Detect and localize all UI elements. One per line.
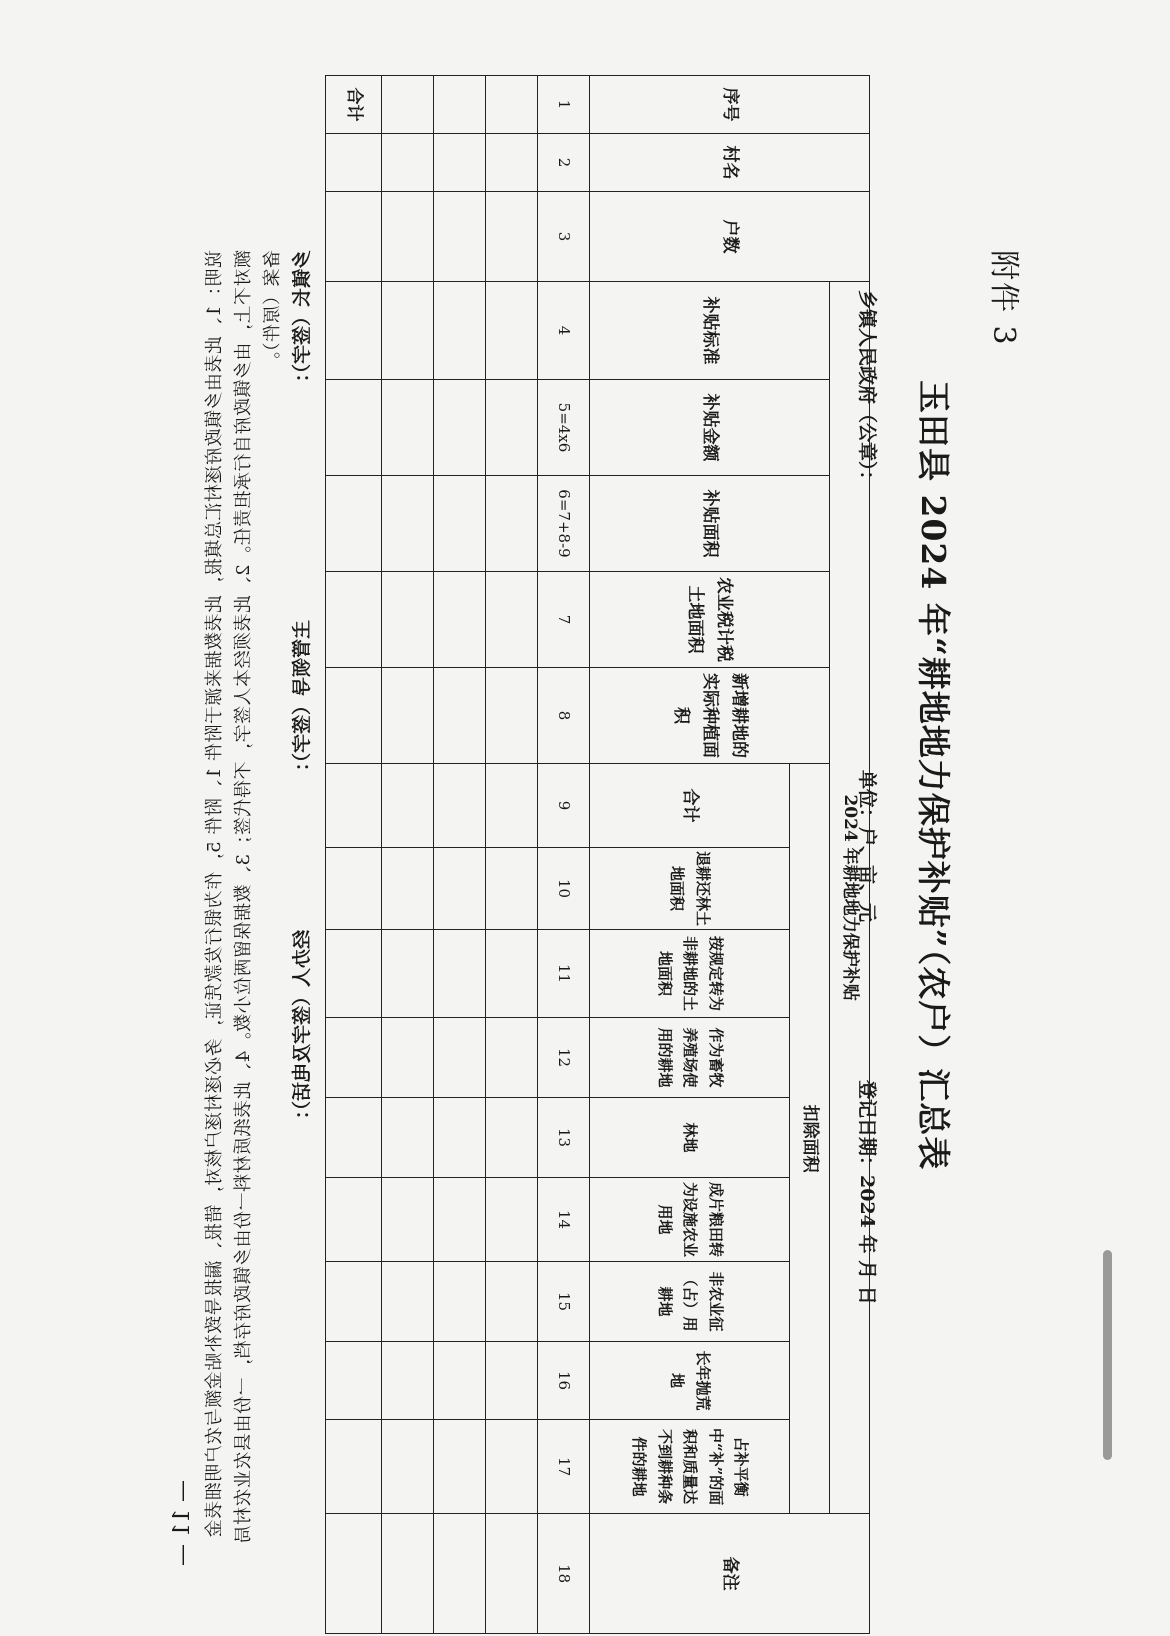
page-title: 玉田县 2024 年“耕地地力保护补贴”（农户）汇总表	[914, 380, 953, 1171]
header-tax-area: 农业税计税土地面积	[590, 572, 830, 668]
index-cell: 8	[538, 668, 590, 764]
header-households: 户数	[590, 192, 870, 282]
header-c15: 非农业征（占）用耕地	[590, 1262, 790, 1342]
total-label: 合计	[326, 76, 382, 134]
handler-signature: 经办人（签字及电话）：	[291, 930, 313, 1130]
header-amount: 补贴金额	[590, 380, 830, 476]
header-deduct-group: 扣除面积	[790, 764, 830, 1514]
header-total: 合计	[590, 764, 790, 848]
header-c12: 作为畜牧养殖场使用的耕地	[590, 1018, 790, 1098]
index-cell: 16	[538, 1342, 590, 1420]
index-cell: 12	[538, 1018, 590, 1098]
page-number: — 11 —	[170, 1480, 195, 1566]
header-c10: 退耕还林土地面积	[590, 848, 790, 930]
index-cell: 4	[538, 282, 590, 380]
mayor-signature: 乡镇长（签字）：	[291, 250, 313, 393]
header-c11: 按规定转为非耕地的土地面积	[590, 930, 790, 1018]
header-std: 补贴标准	[590, 282, 830, 380]
index-cell: 11	[538, 930, 590, 1018]
header-group-main: 2024 年耕地地力保护补贴	[830, 282, 870, 1514]
index-cell: 5=4x6	[538, 380, 590, 476]
index-cell: 3	[538, 192, 590, 282]
index-cell: 1	[538, 76, 590, 134]
index-cell: 2	[538, 134, 590, 192]
header-remark: 备注	[590, 1514, 870, 1634]
index-cell: 6=7+8-9	[538, 476, 590, 572]
index-cell: 10	[538, 848, 590, 930]
leader-signature: 主管领导（签字）：	[291, 620, 313, 782]
header-c13: 林地	[590, 1098, 790, 1178]
township-gov-label: 乡镇人民政府（公章）：	[856, 290, 878, 490]
annex-label: 附件 3	[986, 250, 1021, 347]
index-cell: 13	[538, 1098, 590, 1178]
header-village: 村名	[590, 134, 870, 192]
index-cell: 7	[538, 572, 590, 668]
index-cell: 15	[538, 1262, 590, 1342]
header-new-area: 新增耕地的实际种植面积	[590, 668, 830, 764]
index-cell: 17	[538, 1420, 590, 1514]
header-c14: 成片粮田转为设施农业用地	[590, 1178, 790, 1262]
header-c17: 占补平衡中“补”的面积和质量达不到耕种条件的耕地	[590, 1420, 790, 1514]
header-area: 补贴面积	[590, 476, 830, 572]
unit-label: 单位：户、亩、元	[856, 770, 878, 923]
register-date: 登记日期：2024 年 月 日	[856, 1080, 878, 1305]
notes-text: 说明：1、此表由乡镇政府逐村汇总填报，此表数据来源于附件 1、附件 5，作为银行发款凭证，务必逐村逐户核对，错报、漏报导致补贴金额与农户明细表金额对不上，由乡镇政府自行承担责任。2、此表须经本人签字，不得代签；3、数据保留两位小数。4、此表纸质材料一份由乡镇政府存档，一份由县农业农村局备案（原件）。	[204, 250, 283, 1544]
index-cell: 18	[538, 1514, 590, 1634]
scrollbar-thumb[interactable]	[1103, 1250, 1112, 1460]
index-cell: 9	[538, 764, 590, 848]
index-cell: 14	[538, 1178, 590, 1262]
header-c16: 长年抛荒地	[590, 1342, 790, 1420]
header-seq: 序号	[590, 76, 870, 134]
